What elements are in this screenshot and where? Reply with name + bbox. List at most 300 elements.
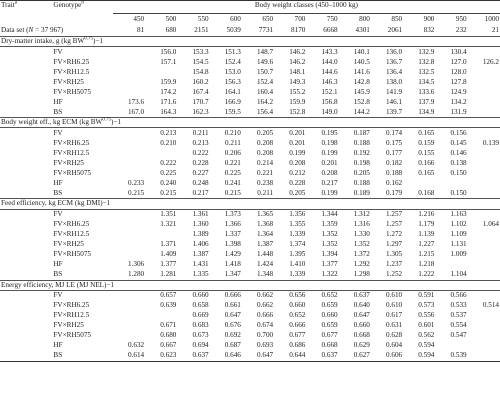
table-row [0,138,500,148]
value-cell [468,311,500,321]
class-header-700: 700 [294,15,306,24]
value-cell: 0.205 [353,168,370,177]
value-cell: 154.5 [192,57,209,66]
value-cell: 1.298 [353,270,370,278]
value-cell: 0.228 [289,178,306,187]
value-cell: 0.637 [306,351,338,362]
class-header-500: 500 [165,15,177,24]
section-title: Dry-matter intake, g (kg $BW^{0.75})-1$ [0,37,500,47]
value-cell: 0.210 [224,128,241,137]
value-cell: 0.692 [224,331,241,340]
value-cell: 0.610 [385,291,403,300]
value-cell: 0.198 [321,138,338,147]
value-cell: 1.356 [289,210,306,218]
genotype-cell: FV [53,47,63,56]
genotype-cell: FV×RH25 [53,321,84,330]
value-cell: 0.628 [385,331,403,340]
section-header-row [0,37,500,47]
value-cell: 138.0 [385,77,403,86]
value-cell [468,168,500,178]
value-cell [468,321,500,331]
value-cell: 0.188 [385,168,403,177]
value-cell [468,188,500,199]
value-cell: 1.337 [224,230,241,238]
class-header-600: 600 [230,15,241,24]
table-body [0,26,500,361]
value-cell: 144.6 [321,67,338,76]
value-cell: 0.188 [353,138,370,147]
value-cell: 1.344 [321,210,338,218]
dataset-count: 6668 [323,26,338,35]
value-cell: 1.387 [256,240,274,248]
value-cell: 166.9 [224,97,241,106]
value-cell: 1.292 [353,260,370,268]
table-row [0,77,500,87]
value-cell: 0.225 [224,168,241,177]
value-cell: 1.352 [321,240,338,248]
value-cell: 132.8 [418,57,435,66]
value-cell [113,158,145,168]
value-cell: 1.359 [321,220,338,228]
value-cell: 164.3 [160,107,177,116]
genotype-cell: HF [53,260,63,268]
value-cell: 164.1 [224,87,241,96]
value-cell: 151.3 [224,47,241,56]
value-cell: 1.335 [192,270,209,278]
value-cell: 0.659 [321,321,338,330]
value-cell: 1.429 [224,250,241,258]
value-cell: 1.104 [450,270,467,278]
value-cell: 143.3 [321,47,338,56]
value-cell: 0.248 [192,178,209,187]
table-row [0,148,500,158]
genotype-cell: FV×RH25 [53,240,84,248]
value-cell: 134.5 [418,77,435,86]
value-cell: 0.659 [321,301,338,310]
genotype-header: Genotype$^b$ [53,0,84,9]
value-cell: 140.1 [353,47,370,56]
value-cell: 0.238 [256,178,274,187]
value-cell: 0.213 [160,128,177,137]
value-cell: 0.693 [256,341,274,350]
value-cell: 1.372 [353,250,370,258]
value-cell: 0.660 [289,301,306,310]
section-title: Body weight eff., kg ECM (kg $BW^{0.75})-1$ [0,118,500,128]
value-cell: 0.187 [353,128,370,137]
value-cell: 0.211 [257,188,274,197]
value-cell: 0.671 [160,321,177,330]
value-cell [113,250,145,260]
class-header-550: 550 [197,15,209,24]
genotype-cell: HF [53,341,63,350]
value-cell: 131.9 [450,107,467,116]
value-cell [113,148,145,158]
value-cell: 1.109 [450,230,467,238]
value-cell: 164.2 [256,97,274,106]
section-header-row [0,199,500,209]
value-cell: 1.280 [127,270,145,278]
value-cell: 0.145 [450,138,467,147]
value-cell: 141.9 [385,87,403,96]
value-cell: 0.660 [321,311,338,320]
value-cell: 1.395 [289,250,306,258]
value-cell: 1.351 [160,210,177,218]
genotype-cell: BS [53,107,63,116]
value-cell [468,351,500,362]
value-cell [468,250,500,260]
value-cell: 0.215 [160,188,177,197]
dataset-count: 832 [423,26,435,35]
value-cell: 1.102 [450,220,467,228]
value-cell: 1.360 [192,220,209,228]
value-cell: 0.652 [321,291,338,300]
dataset-count: 7731 [258,26,274,35]
value-cell [113,168,145,178]
value-cell [113,67,145,77]
value-cell: 0.683 [192,321,209,330]
value-cell: 0.221 [224,158,241,167]
value-cell: 0.666 [289,321,306,330]
value-cell: 126.2 [482,57,499,66]
value-cell: 1.352 [321,230,338,238]
dataset-count: 5039 [226,26,241,35]
dataset-row [0,26,500,37]
value-cell: 0.199 [321,148,338,157]
value-cell: 0.652 [289,311,306,320]
value-cell: 1.347 [224,270,241,278]
value-cell: 0.138 [450,158,467,167]
value-cell: 145.9 [353,87,370,96]
value-cell: 140.5 [353,57,370,66]
value-cell: 1.431 [192,260,209,268]
genotype-cell: FV×RH6.25 [53,138,90,147]
value-cell: 0.674 [256,321,274,330]
value-cell: 0.637 [177,351,209,362]
value-cell: 0.647 [353,311,370,320]
value-cell: 0.627 [339,351,371,362]
value-cell: 0.215 [224,188,241,197]
value-cell: 1.009 [450,250,467,258]
table-row [0,321,500,331]
value-cell: 1.305 [385,250,403,258]
value-cell: 0.631 [385,321,403,330]
value-cell: 0.210 [160,138,177,147]
value-cell: 0.146 [450,148,467,157]
class-header-row [0,14,500,27]
value-cell: 162.3 [192,107,209,116]
section-title: Feed efficiency, kg ECM (kg DMI)−1 [0,199,500,209]
value-cell: 127.0 [450,57,467,66]
genotype-cell: FV×RH25 [53,77,84,86]
value-cell: 1.218 [418,260,435,268]
table-row [0,87,500,97]
value-cell: 0.179 [385,188,403,197]
table-row [0,250,500,260]
value-cell: 156.8 [321,97,338,106]
value-cell: 1.361 [192,210,209,218]
value-cell: 1.131 [450,240,467,248]
genotype-cell: BS [53,270,63,278]
value-cell: 0.614 [113,351,145,362]
value-cell [113,57,145,67]
genotype-cell: FV×RH5075 [53,168,92,177]
table-row [0,57,500,67]
value-cell: 0.647 [224,311,241,320]
value-cell: 0.637 [353,291,370,300]
value-cell [113,230,145,240]
value-cell: 0.668 [353,331,370,340]
value-cell: 0.617 [385,311,403,320]
value-cell: 0.533 [450,301,467,310]
value-cell: 0.228 [192,158,209,167]
value-cell [403,178,435,188]
value-cell: 0.606 [371,351,403,362]
value-cell: 0.217 [192,188,209,197]
genotype-cell: FV [53,291,63,300]
value-cell: 1.227 [418,240,435,248]
value-cell: 0.182 [385,158,403,167]
table-row [0,230,500,240]
value-cell: 0.165 [418,168,435,177]
value-cell [113,87,145,97]
table-row [0,67,500,77]
value-cell: 146.2 [289,47,306,56]
value-cell: 0.206 [224,148,241,157]
value-cell: 1.297 [385,240,403,248]
value-cell: 136.0 [385,47,403,56]
value-cell: 0.673 [192,331,209,340]
value-cell: 0.629 [353,341,370,350]
value-cell [468,209,500,220]
value-cell: 0.162 [385,178,403,187]
value-cell: 144.2 [353,107,370,116]
value-cell [468,290,500,301]
value-cell: 0.700 [256,331,274,340]
value-cell: 0.150 [450,168,467,177]
value-cell [145,311,177,321]
value-cell: 1.373 [224,210,241,218]
value-cell: 159.9 [160,77,177,86]
class-header-800: 800 [359,15,370,24]
value-cell: 0.601 [418,321,435,330]
value-cell [468,47,500,58]
value-cell: 1.272 [385,230,403,238]
value-cell: 128.0 [450,67,467,76]
value-cell: 155.2 [289,87,306,96]
value-cell: 1.222 [418,270,435,278]
value-cell: 0.222 [192,148,209,157]
dataset-count: 21 [491,26,499,35]
value-cell: 0.660 [192,291,209,300]
value-cell [113,47,145,58]
value-cell: 0.192 [353,148,370,157]
value-cell: 0.623 [145,351,177,362]
value-cell: 0.662 [256,291,274,300]
value-cell: 0.198 [353,158,370,167]
value-cell: 1.409 [160,250,177,258]
value-cell: 156.4 [256,107,274,116]
genotype-cell: FV×RH6.25 [53,301,90,310]
value-cell: 0.201 [289,128,306,137]
value-cell: 1.365 [256,210,274,218]
value-cell: 127.8 [450,77,467,86]
dataset-count: 4301 [355,26,370,35]
value-cell: 167.0 [127,107,145,116]
value-cell: 0.208 [321,168,338,177]
value-cell: 148.7 [256,47,274,56]
value-cell: 134.9 [418,107,435,116]
value-cell: 159.5 [224,107,241,116]
value-cell: 149.3 [289,77,306,86]
value-cell [113,331,145,341]
value-cell: 0.644 [274,351,306,362]
value-cell: 137.9 [418,97,435,106]
table-row [0,107,500,118]
genotype-cell: FV×RH5075 [53,250,92,258]
value-cell: 0.647 [242,351,274,362]
value-cell: 0.205 [289,188,306,197]
value-cell: 0.222 [160,158,177,167]
value-cell [113,220,145,230]
value-cell: 130.4 [450,47,467,56]
value-cell: 0.662 [256,301,274,310]
value-cell: 171.6 [160,97,177,106]
value-cell: 0.676 [224,321,241,330]
genotype-cell: BS [53,188,63,197]
value-cell: 146.3 [321,77,338,86]
value-cell: 1.281 [160,270,177,278]
value-cell: 0.188 [353,178,370,187]
value-cell: 174.2 [160,87,177,96]
value-cell [468,77,500,87]
value-cell: 0.139 [482,138,499,147]
value-cell: 142.8 [353,77,370,86]
value-cell: 0.562 [418,331,435,340]
value-cell [435,178,467,188]
value-cell: 0.554 [450,321,467,330]
value-cell: 1.322 [321,270,338,278]
table-row [0,240,500,250]
value-cell: 133.6 [418,87,435,96]
value-cell: 1.215 [418,250,435,258]
value-cell [435,260,467,270]
value-cell: 136.4 [385,67,403,76]
value-cell: 0.227 [192,168,209,177]
value-cell: 146.1 [385,97,403,106]
value-cell: 144.0 [321,57,338,66]
value-cell: 0.156 [450,128,467,137]
value-cell: 152.4 [224,57,241,66]
value-cell: 160.4 [256,87,274,96]
value-cell: 0.213 [192,138,209,147]
value-cell: 152.1 [321,87,338,96]
value-cell: 0.211 [224,138,241,147]
table-row [0,301,500,311]
value-cell: 1.410 [289,260,306,268]
value-cell: 1.406 [192,240,209,248]
genotype-cell: FV×RH12.5 [53,67,90,76]
value-cell: 0.195 [321,128,338,137]
value-cell: 0.594 [418,341,435,350]
genotype-cell: FV×RH5075 [53,87,92,96]
class-header-950: 950 [455,15,467,24]
value-cell: 0.201 [289,138,306,147]
value-cell: 0.214 [256,158,274,167]
value-cell: 0.205 [256,128,274,137]
value-cell: 159.9 [289,97,306,106]
dataset-count: 81 [136,26,145,35]
value-cell [113,240,145,250]
value-cell [468,148,500,158]
value-cell: 0.199 [289,148,306,157]
value-cell: 0.166 [418,158,435,167]
value-cell: 156.3 [224,77,241,86]
value-cell: 0.656 [289,291,306,300]
class-header-450: 450 [133,15,145,24]
value-cell: 0.680 [160,331,177,340]
value-cell: 136.7 [385,57,403,66]
value-cell: 150.7 [256,67,274,76]
value-cell: 0.174 [385,128,403,137]
value-cell: 1.364 [256,230,274,238]
genotype-cell: FV×RH6.25 [53,220,90,228]
value-cell: 0.201 [321,158,338,167]
value-cell: 1.368 [256,220,274,228]
value-cell: 0.657 [160,291,177,300]
value-cell: 0.667 [160,341,177,350]
value-cell: 1.418 [224,260,241,268]
value-cell [145,148,177,158]
value-cell: 0.556 [418,311,435,320]
value-cell [113,209,145,220]
value-cell: 1.348 [256,270,274,278]
value-cell: 154.8 [192,67,209,76]
value-cell: 1.377 [160,260,177,268]
value-cell: 1.389 [192,230,209,238]
value-cell [468,240,500,250]
value-cell: 1.312 [353,210,370,218]
value-cell: 1.237 [385,260,403,268]
trait-header: Trait$^a$ [1,0,17,9]
section-header-row [0,280,500,290]
value-cell [113,301,145,311]
value-cell: 153.0 [224,67,241,76]
value-cell: 1.139 [418,230,435,238]
value-cell [145,230,177,240]
value-cell: 0.539 [435,351,467,362]
genotype-cell: FV×RH12.5 [53,148,90,157]
value-cell: 132.5 [418,67,435,76]
dataset-label: Data set (N = 37 967) [1,26,64,35]
value-cell: 0.694 [192,341,209,350]
value-cell: 149.0 [321,107,338,116]
value-cell: 0.225 [160,168,177,177]
value-cell: 1.316 [353,220,370,228]
value-cell: 1.366 [224,220,241,228]
bw-classes-title: Body weight classes (450–1000 kg) [113,1,500,14]
genotype-cell: FV×RH12.5 [53,230,90,238]
value-cell [468,128,500,139]
value-cell: 1.377 [321,260,338,268]
genotype-cell: FV×RH5075 [53,331,92,340]
value-cell: 0.591 [418,291,435,300]
value-cell: 1.257 [385,220,403,228]
value-cell: 1.321 [160,220,177,228]
value-cell: 0.668 [321,341,338,350]
table-row [0,311,500,321]
table-row [0,188,500,199]
dataset-count: 2061 [387,26,403,35]
